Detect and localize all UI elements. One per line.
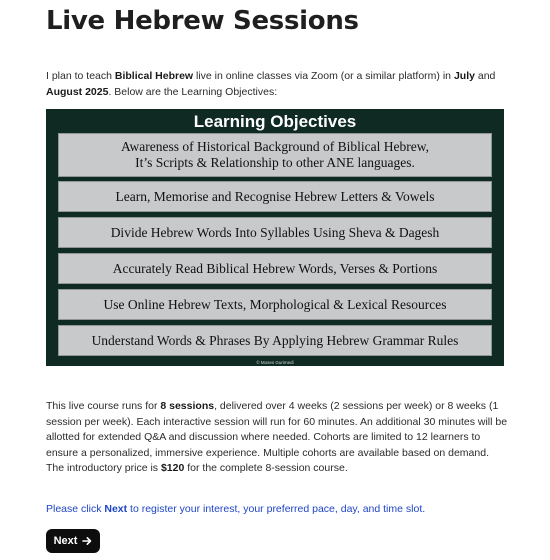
objective-item xyxy=(58,217,492,248)
objective-item xyxy=(58,325,492,356)
objective-line: Divide Hebrew Words Into Syllables Using Sheva & Dagesh xyxy=(110,224,440,240)
intro-bold-july: July xyxy=(453,70,475,82)
cta-text-2: to register your interest, your preferred pace, day, and time slot. xyxy=(127,503,426,515)
details-text-1: This live course runs for xyxy=(46,400,161,412)
cta-paragraph xyxy=(46,501,425,517)
cta-text-1: Please click xyxy=(46,503,105,515)
objective-line: Use Online Hebrew Texts, Morphological & Lexical Resources xyxy=(103,296,447,312)
course-details-paragraph xyxy=(46,399,508,477)
intro-bold-august: August 2025 xyxy=(46,86,109,98)
learning-objectives-image xyxy=(46,109,504,366)
next-button[interactable] xyxy=(46,529,100,553)
details-text-3: for the complete 8-session course. xyxy=(184,462,348,474)
image-credit: © Moses Gurimedi xyxy=(256,360,294,365)
arrow-right-icon xyxy=(82,536,92,546)
objective-item xyxy=(58,289,492,320)
intro-bold-biblical-hebrew: Biblical Hebrew xyxy=(114,70,194,82)
objective-line: Accurately Read Biblical Hebrew Words, Verses & Portions xyxy=(112,260,438,276)
objective-line: Learn, Memorise and Recognise Hebrew Letters & Vowels xyxy=(115,188,435,204)
next-button-label: Next xyxy=(53,535,78,547)
objective-line: Awareness of Historical Background of Biblical Hebrew, xyxy=(121,139,429,154)
objective-item xyxy=(58,181,492,212)
cta-bold-next: Next xyxy=(104,503,128,515)
details-bold-price: $120 xyxy=(160,462,185,474)
details-text-2: , delivered over 4 weeks (2 sessions per week) or 8 weeks (1 session per week). Each interactive session will run for 60 minutes. An additional 30 minutes will be allotted for extended Q&A and discussion where needed. Cohorts are limited to 12 learners to ensure a personalized, immersive experience. Multiple cohorts are available based on demand. The introductory price is xyxy=(46,400,508,474)
objective-line: Understand Words & Phrases By Applying Hebrew Grammar Rules xyxy=(91,332,459,348)
page-title: Live Hebrew Sessions xyxy=(46,6,359,36)
intro-text-2: live in online classes via Zoom (or a similar platform) in xyxy=(193,70,454,82)
intro-text-4: . Below are the Learning Objectives: xyxy=(108,86,278,98)
intro-text-1: I plan to teach xyxy=(46,70,115,82)
intro-paragraph xyxy=(46,68,506,100)
objective-item xyxy=(58,253,492,284)
objective-item xyxy=(58,133,492,177)
objective-line: It’s Scripts & Relationship to other ANE languages. xyxy=(135,155,415,170)
intro-text-3: and xyxy=(474,70,496,82)
learning-objectives-title: Learning Objectives xyxy=(193,112,357,131)
details-bold-sessions: 8 sessions xyxy=(160,400,215,412)
objective-text xyxy=(121,139,429,171)
